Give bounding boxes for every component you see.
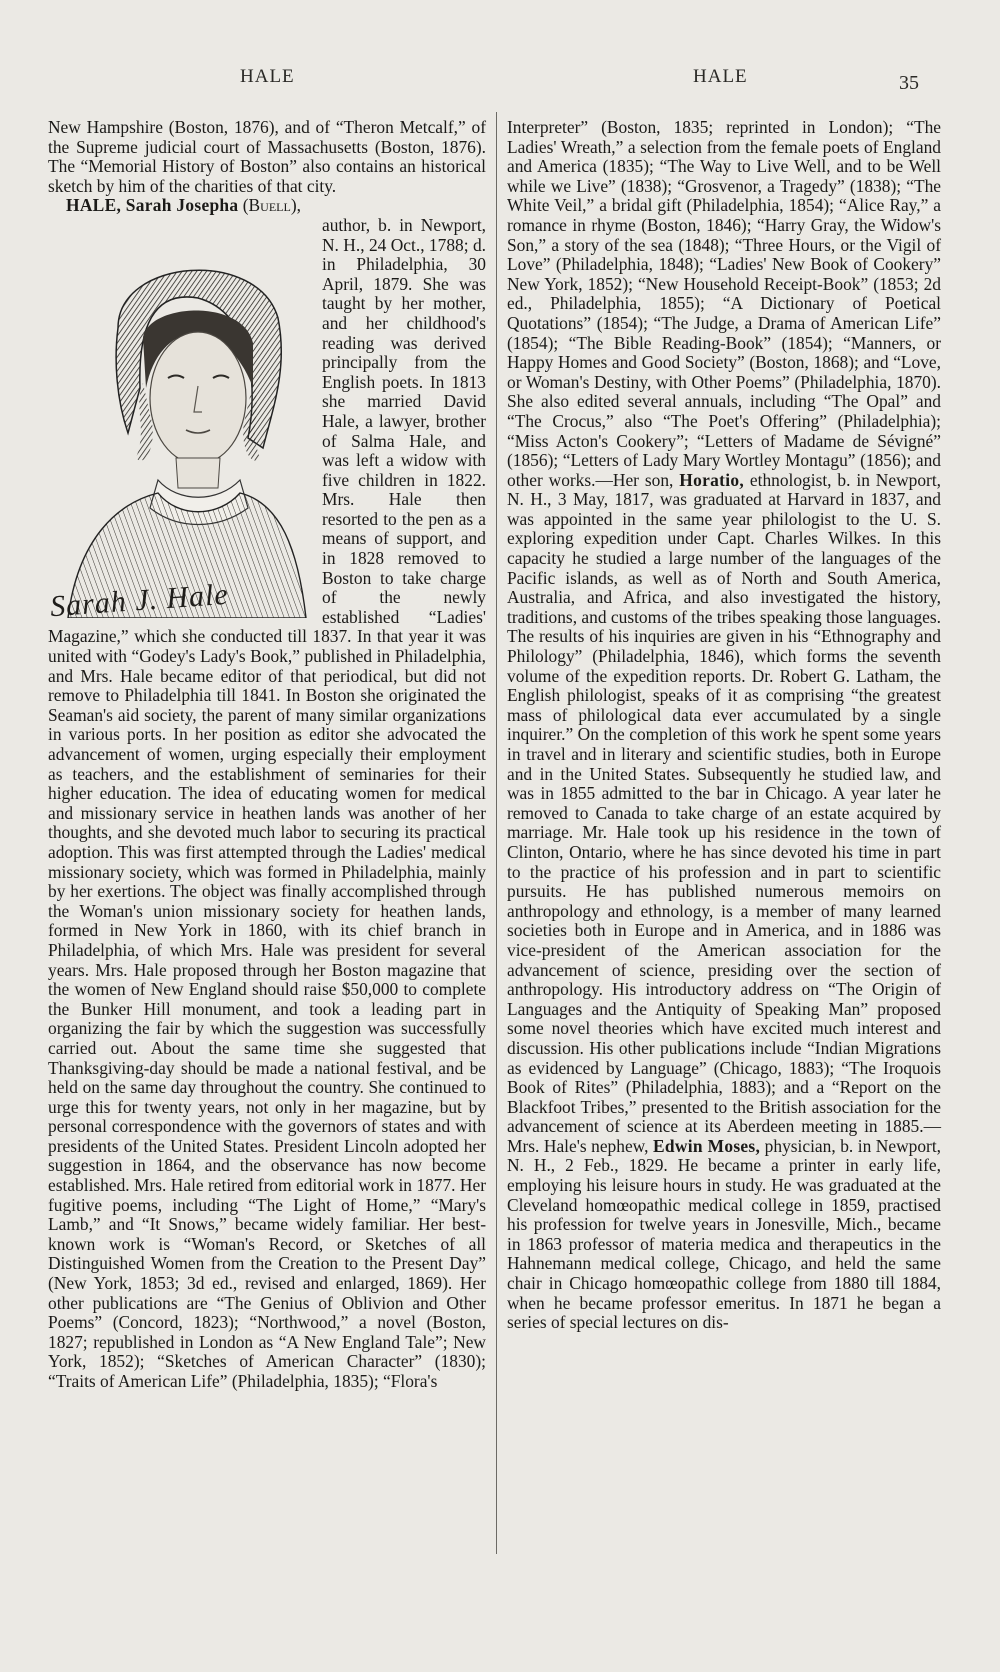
maiden-name: (Buell), — [242, 195, 301, 216]
portrait-engraving — [48, 218, 310, 618]
signature: Sarah J. Hale — [49, 577, 230, 624]
works-list-text: Interpreter” (Boston, 1835; reprinted in London); “The Ladies' Wreath,” a selection from the female poets of England and America (1835); “The Way to Live Well, and to be Well while we Live” (1838); “Grosvenor, a Tragedy” (1838); “The White Veil,” a bridal gift (Philadelphia, 1854); “Alice Ray,” a romance in rhyme (Boston, 1846); “Harry Gray, the Widow's Son,” a story of the sea (1848); “Three Hours, or the Vigil of Love” (Philadelphia, 1848); “Ladies' New Book of Cookery” New York, 1852); “New Household Receipt-Book” (1853; 2d ed., Philadelphia, 1855); “A Dictionary of Poetical Quotations” (1854); “The Judge, a Drama of American Life” (1854); “The Bible Reading-Book” (1854); “Manners, or Happy Homes and Good Society” (Boston, 1868); and “Love, or Woman's Destiny, with Other Poems” (Philadelphia, 1870). She also edited several annuals, including “The Opal” and “The Crocus,” also “The Poet's Offering” (Philadelphia); “Miss Acton's Cookery”; “Letters of Madame de Sévigné” (1856); “Letters of Lady Mary Wortley Montagu” (1856); and other works.—Her son, — [507, 117, 941, 490]
running-head-left: HALE — [240, 66, 295, 87]
works-list-paragraph — [507, 118, 941, 1333]
sarah-hale-biography: author, b. in Newport, N. H., 24 Oct., 1788; d. in Philadelphia, 30 April, 1879. She was taught by her mother, and her childhood's reading was derived principally from the English poets. In 1813 she married David Hale, a lawyer, brother of Salma Hale, and was left a widow with five children in 1822. Mrs. Hale then resorted to the pen as a means of support, and in 1828 removed to Boston to take charge of the newly established “Ladies' Magazine,” which she conducted till 1837. In that year it was united with “Godey's Lady's Book,” published in Philadelphia, and Mrs. Hale became editor of that periodical, but did not remove to Philadelphia till 1841. In Boston she originated the Seaman's aid society, the parent of many similar organizations in various ports. In her position as editor she advocated the advancement of women, urging especially their employment as teachers, and the establishment of seminaries for their higher education. The idea of educating women for medical and missionary service in heathen lands was another of her thoughts, and she devoted much labor to securing its practical adoption. This was first attempted through the Ladies' medical missionary society, which was formed in Philadelphia, mainly by her exertions. The object was finally accomplished through the Woman's union missionary society for heathen lands, formed in New York in 1860, with its chief branch in Philadelphia, of which Mrs. Hale was president for several years. Mrs. Hale proposed through her Boston magazine that the women of New England should raise $50,000 to complete the Bunker Hill monument, and took a leading part in organizing the fair by which the suggestion was successfully carried out. About the same time she suggested that Thanksgiving-day should be made a national festival, and be held on the same day throughout the country. She continued to urge this for twenty years, not only in her magazine, but by personal correspondence with the governors of states and with presidents of the United States. President Lincoln adopted her suggestion in 1864, and the observance has now become established. Mrs. Hale retired from editorial work in 1877. Her fugitive poems, including “The Light of Home,” “Mary's Lamb,” and “It Snows,” became widely familiar. Her best-known work is “Woman's Record, or Sketches of all Distinguished Women from the Creation to the Present Day” (New York, 1853; 3d ed., revised and enlarged, 1869). Her other publications are “The Genius of Oblivion and Other Poems” (Concord, 1823); “Northwood,” a novel (Boston, 1827; republished in London as “A New England Tale”; New York, 1852); “Sketches of American Character” (1830); “Traits of American Life” (Philadelphia, 1835); “Flora's — [48, 214, 486, 1391]
headword-sarah-hale: HALE, Sarah Josepha — [66, 195, 239, 216]
sarah-hale-portrait — [48, 218, 310, 624]
running-head-right: HALE — [693, 66, 748, 87]
sarah-hale-entry-intro — [48, 196, 486, 216]
metcalf-paragraph: New Hampshire (Boston, 1876), and of “Theron Metcalf,” of the Supreme judicial court of Massachusetts (Boston, 1876). The “Memorial History of Boston” also contains an historical sketch by him of the charities of that city. — [48, 117, 486, 196]
page-number: 35 — [899, 72, 919, 94]
column-divider — [496, 112, 497, 1554]
right-column — [507, 118, 941, 1333]
headword-edwin-moses: Edwin Moses, — [652, 1135, 761, 1156]
edwin-moses-biography: physician, b. in Newport, N. H., 2 Feb., 1829. He became a printer in early life, employing his leisure hours in study. He was graduated at the Cleveland homœopathic medical college in 1859, practised his profession for twelve years in Jonesville, Mich., became in 1863 professor of materia medica and therapeutics in the Hahnemann medical college, Chicago, and held the same chair in Chicago homœopathic college from 1880 till 1884, when he became professor emeritus. In 1871 he began a series of special lectures on dis- — [507, 1135, 941, 1333]
horatio-biography: ethnologist, b. in Newport, N. H., 3 May, 1817, was graduated at Harvard in 1837, and was appointed in the same year philologist to the U. S. exploring expedition under Capt. Charles Wilkes. In this capacity he studied a large number of the languages of the Pacific islands, as well as of North and South America, Australia, and Africa, and also investigated the history, traditions, and customs of the tribes speaking those languages. The results of his inquiries are given in his “Ethnography and Philology” (Philadelphia, 1846), which forms the seventh volume of the expedition reports. Dr. Robert G. Latham, the English philologist, speaks of it as comprising “the greatest mass of philological data ever accumulated by a single inquirer.” On the completion of this work he spent some years in travel and in literary and scientific studies, both in Europe and in the United States. Subsequently he studied law, and was in 1855 admitted to the bar in Chicago. A year later he removed to Canada to take charge of an estate acquired by marriage. Mr. Hale took up his residence in the town of Clinton, Ontario, where he has since devoted his time in part to the practice of his profession and in part to scientific pursuits. He has published numerous memoirs on anthropology and ethnology, is a member of many learned societies both in Europe and in America, and in 1886 was vice-president of the American association for the advancement of science, presiding over the section of anthropology. His introductory address on “The Origin of Languages and the Antiquity of Speaking Man” proposed some novel theories which have excited much interest and discussion. His other publications include “Indian Migrations as evidenced by Language” (Chicago, 1883); “The Iroquois Book of Rites” (Philadelphia, 1883); and a “Report on the Blackfoot Tribes,” presented to the British association for the advancement of science at its Aberdeen meeting in 1885.—Mrs. Hale's nephew, — [507, 469, 942, 1156]
left-column — [48, 118, 486, 1392]
headword-horatio: Horatio, — [679, 469, 744, 490]
